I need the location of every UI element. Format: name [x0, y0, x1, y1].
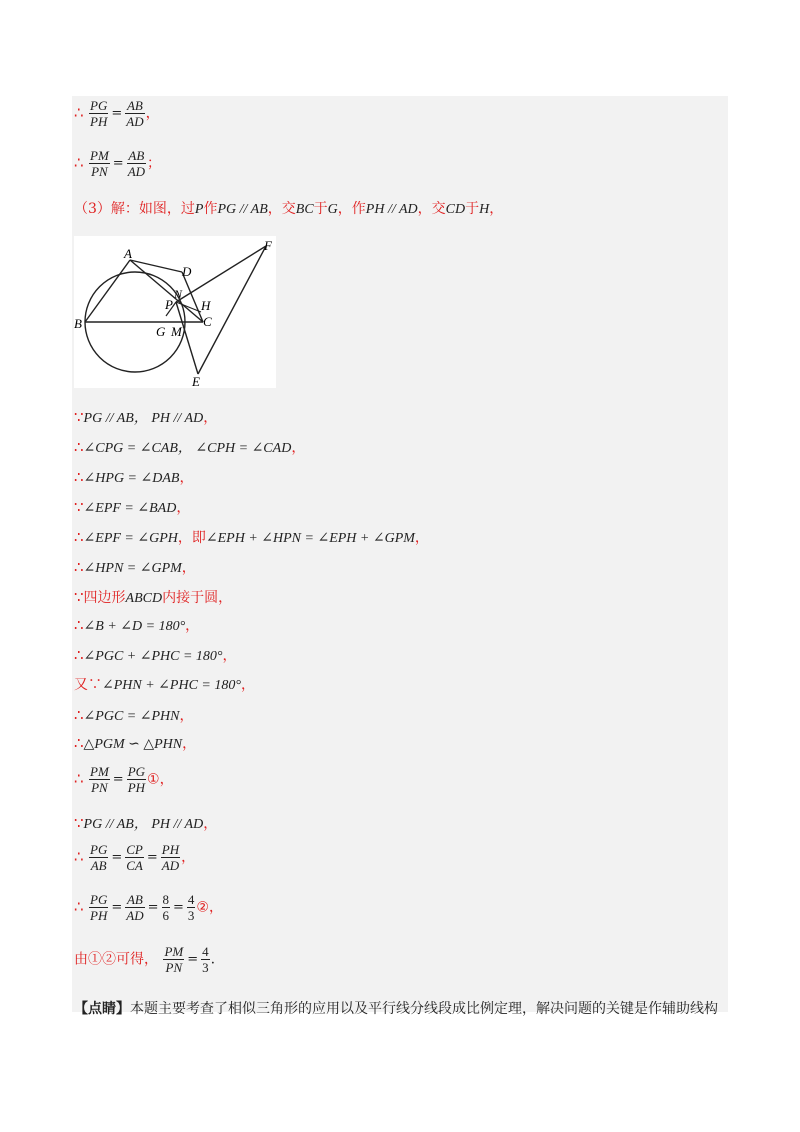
label-d: D [182, 264, 192, 279]
label-h: H [201, 298, 211, 313]
segment-ba [85, 260, 130, 322]
label-m: M [171, 324, 182, 339]
solution-line-19: ∴ $\frac{PG}{PH}$ = $\frac{AB}{AD}$ = $\frac{8}{6}$ = $\frac{4}{3}$ ②， [74, 892, 223, 923]
label-b: B [74, 316, 82, 331]
solution-line-18: ∴ $\frac{PG}{AB}$ = $\frac{CP}{CA}$ = $\frac{PH}{AD}$ ， [74, 842, 196, 873]
segment-ac [130, 260, 203, 322]
solution-line-10: ∵四边形ABCD内接于圆， [74, 588, 233, 606]
therefore-symbol: ∴ [74, 153, 84, 172]
solution-line-6: ∴∠HPG = ∠DAB， [74, 468, 194, 486]
label-g: G [156, 324, 166, 339]
content-panel [72, 96, 728, 1012]
solution-line-17: ∵PG // AB， PH // AD， [74, 814, 218, 832]
solution-line-7: ∵∠EPF = ∠BAD， [74, 498, 191, 516]
label-e: E [192, 374, 200, 388]
solution-line-16: ∴ $\frac{PM}{PN}$ = $\frac{PG}{PH}$ ①， [74, 764, 174, 795]
solution-line-15: ∴△PGM ∽ △PHN， [74, 734, 197, 752]
solution-line-5: ∴∠CPG = ∠CAB， ∠CPH = ∠CAD， [74, 438, 306, 456]
key-point-note [74, 998, 718, 1018]
part-3-heading: （3）解：如图，过P作PG // AB，交BC于G，作PH // AD，交CD于H， [74, 201, 504, 217]
label-c: C [203, 314, 212, 329]
note-text: 本题主要考查了相似三角形的应用以及平行线分线段成比例定理，解决问题的关键是作辅助线构 [130, 1001, 718, 1017]
solution-line-12: ∴∠PGC + ∠PHC = 180°， [74, 646, 237, 664]
label-a: A [124, 246, 132, 261]
solution-line-1: ∴ $\frac{PG}{PH}$ = $\frac{AB}{AD}$ ， [74, 98, 160, 129]
fraction-ab-ad: $\frac{AB}{AD}$ [126, 98, 144, 129]
therefore-symbol: ∴ [74, 103, 84, 122]
geometry-figure [74, 236, 276, 388]
fraction-pg-ph: $\frac{PG}{PH}$ [90, 98, 108, 129]
solution-line-2: ∴ $\frac{PM}{PN}$ = $\frac{AB}{AD}$ ； [74, 148, 162, 179]
conclusion-line: 由①②可得， $\frac{PM}{PN}$ = $\frac{4}{3}$ . [74, 944, 216, 975]
label-n: N [174, 287, 183, 301]
label-p: P [165, 297, 173, 312]
solution-line-11: ∴∠B + ∠D = 180°， [74, 616, 200, 634]
note-tag: 【点睛】 [74, 1001, 130, 1017]
circle-diagram [74, 236, 276, 388]
solution-line-14: ∴∠PGC = ∠PHN， [74, 706, 194, 724]
label-f: F [264, 238, 272, 253]
solution-line-4: ∵PG // AB， PH // AD， [74, 408, 218, 426]
solution-line-13: 又∵∠PHN + ∠PHC = 180°， [74, 677, 255, 693]
solution-line-8: ∴∠EPF = ∠GPH，即∠EPH + ∠HPN = ∠EPH + ∠GPM， [74, 528, 429, 546]
fraction-ab-ad: $\frac{AB}{AD}$ [127, 148, 146, 179]
fraction-pm-pn: $\frac{PM}{PN}$ [90, 148, 109, 179]
solution-line-9: ∴∠HPN = ∠GPM， [74, 558, 196, 576]
